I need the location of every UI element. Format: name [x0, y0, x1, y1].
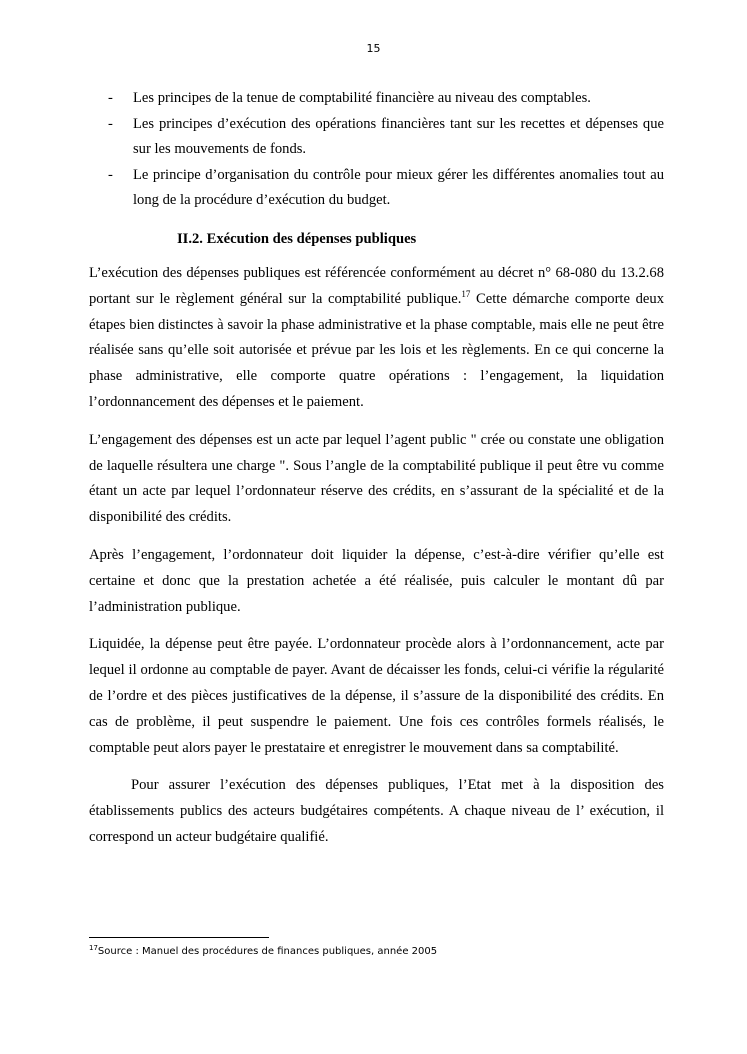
paragraph: Pour assurer l’exécution des dépenses publiques, l’Etat met à la disposition des établissements publics des acteurs budgétaires compétents. A chaque niveau de l’ exécution, il correspond un acteur budgétaire qualifié. — [89, 777, 664, 845]
body-text — [89, 261, 664, 863]
bullet-text: Le principe d’organisation du contrôle pour mieux gérer les différentes anomalies tout au long de la procédure d’exécution du budget. — [133, 166, 664, 208]
footnote-text: Source : Manuel des procédures de finances publiques, année 2005 — [97, 946, 438, 957]
page-number: 15 — [366, 42, 381, 55]
list-item — [108, 86, 664, 112]
paragraph-text: Cette démarche comporte deux étapes bien distinctes à savoir la phase administrative et la phase comptable, mais elle ne peut être réalisée sans qu’elle soit autorisée et prévue par les lois et les règlements. En ce qui concerne la phase administrative, elle comporte quatre opérations : l’engagement, la liquidation l’ordonnancement des dépenses et le paiement. — [89, 290, 664, 410]
footnote-number: 17 — [89, 944, 98, 952]
paragraph — [89, 261, 664, 416]
footnote-reference: 17 — [461, 288, 471, 299]
list-item — [108, 112, 664, 163]
bullet-list — [108, 86, 664, 214]
bullet-text: Les principes de la tenue de comptabilité financière au niveau des comptables. — [133, 90, 591, 106]
footnote-divider — [89, 937, 269, 938]
bullet-marker: - — [108, 166, 113, 183]
bullet-marker: - — [108, 90, 113, 106]
bullet-marker: - — [108, 115, 113, 132]
paragraph: Après l’engagement, l’ordonnateur doit liquider la dépense, c’est-à-dire vérifier qu’elle est certaine et donc que la prestation achetée a été réalisée, puis calculer le montant dû par l’administration publique. — [89, 546, 664, 615]
bullet-text: Les principes d’exécution des opérations financières tant sur les recettes et dépenses que sur les mouvements de fonds. — [133, 115, 664, 157]
paragraph: Liquidée, la dépense peut être payée. L’ordonnateur procède alors à l’ordonnancement, acte par lequel il ordonne au comptable de payer. Avant de décaisser les fonds, celui-ci vérifie la régularité de l’ordre et des pièces justificatives de la dépense, il s’assure de la disponibilité des crédits. En cas de problème, il peut suspendre le paiement. Une fois ces contrôles formels réalisés, le comptable peut alors payer le prestataire et enregistrer le mouvement dans sa comptabilité. — [89, 636, 664, 756]
list-item — [108, 163, 664, 214]
paragraph-text: L’exécution des dépenses publiques est référencée conformément au décret n° 68-080 du 13.2.68 portant sur le règlement général sur la comptabilité publique. — [89, 265, 664, 307]
paragraph: L’engagement des dépenses est un acte par lequel l’agent public " crée ou constate une obligation de laquelle résultera une charge ". Sous l’angle de la comptabilité publique il peut être vu comme étant un acte par lequel l’ordonnateur réserve des crédits, en s’assurant de la spécialité et de la disponibilité des crédits. — [89, 431, 664, 526]
footnote — [89, 945, 664, 959]
section-heading: II.2. Exécution des dépenses publiques — [177, 231, 417, 247]
